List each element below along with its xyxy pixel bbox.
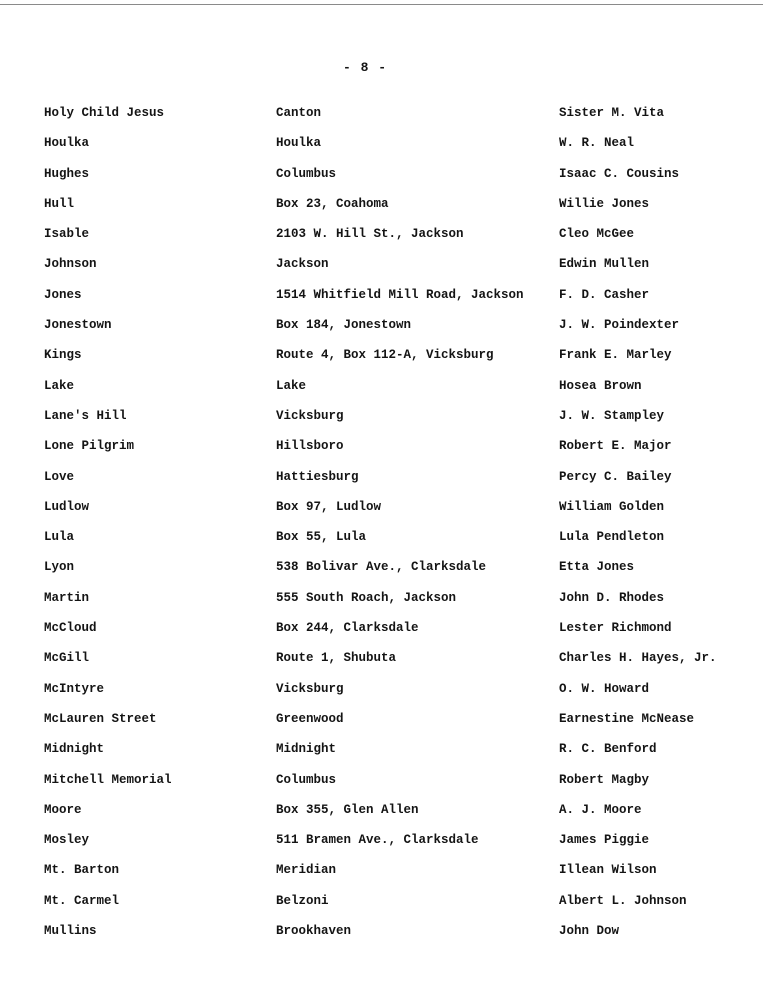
table-row xyxy=(0,407,763,437)
church-name: Hughes xyxy=(44,166,90,181)
table-row xyxy=(0,922,763,952)
church-name: Mosley xyxy=(44,833,90,848)
pastor-name: A. J. Moore xyxy=(559,802,642,817)
pastor-name: Charles H. Hayes, Jr. xyxy=(559,651,717,666)
table-row xyxy=(0,134,763,164)
church-name: Martin xyxy=(44,590,90,605)
pastor-name: Lula Pendleton xyxy=(559,530,665,545)
church-name: Midnight xyxy=(44,742,105,757)
table-row xyxy=(0,771,763,801)
church-address: Route 4, Box 112-A, Vicksburg xyxy=(276,348,494,363)
church-name: Hull xyxy=(44,196,75,211)
church-listing xyxy=(0,104,763,952)
pastor-name: William Golden xyxy=(559,499,665,514)
church-name: Love xyxy=(44,469,75,484)
pastor-name: Earnestine McNease xyxy=(559,711,695,726)
church-name: Johnson xyxy=(44,257,97,272)
pastor-name: Edwin Mullen xyxy=(559,257,650,272)
pastor-name: Frank E. Marley xyxy=(559,348,672,363)
table-row xyxy=(0,589,763,619)
church-address: 555 South Roach, Jackson xyxy=(276,590,457,605)
pastor-name: O. W. Howard xyxy=(559,681,650,696)
pastor-name: Etta Jones xyxy=(559,560,635,575)
table-row xyxy=(0,558,763,588)
church-name: Ludlow xyxy=(44,499,90,514)
church-address: Greenwood xyxy=(276,711,344,726)
pastor-name: John D. Rhodes xyxy=(559,590,665,605)
pastor-name: J. W. Poindexter xyxy=(559,318,680,333)
church-address: Belzoni xyxy=(276,893,329,908)
pastor-name: Robert E. Major xyxy=(559,439,672,454)
table-row xyxy=(0,225,763,255)
church-name: McLauren Street xyxy=(44,711,157,726)
pastor-name: F. D. Casher xyxy=(559,287,650,302)
church-name: Lula xyxy=(44,530,75,545)
table-row xyxy=(0,346,763,376)
table-row xyxy=(0,801,763,831)
church-address: Canton xyxy=(276,106,322,120)
church-address: Box 184, Jonestown xyxy=(276,318,412,333)
table-row xyxy=(0,831,763,861)
table-row xyxy=(0,377,763,407)
church-name: Mullins xyxy=(44,924,97,939)
church-address: Box 55, Lula xyxy=(276,530,367,545)
church-address: Box 23, Coahoma xyxy=(276,196,389,211)
church-address: 538 Bolivar Ave., Clarksdale xyxy=(276,560,487,575)
table-row xyxy=(0,437,763,467)
church-address: Vicksburg xyxy=(276,681,344,696)
table-row xyxy=(0,165,763,195)
pastor-name: Hosea Brown xyxy=(559,378,642,393)
pastor-name: R. C. Benford xyxy=(559,742,657,757)
pastor-name: Percy C. Bailey xyxy=(559,469,672,484)
table-row xyxy=(0,498,763,528)
pastor-name: Willie Jones xyxy=(559,196,650,211)
church-name: Jones xyxy=(44,287,82,302)
church-name: Holy Child Jesus xyxy=(44,106,165,120)
church-address: Columbus xyxy=(276,166,337,181)
church-address: Columbus xyxy=(276,772,337,787)
church-address: Vicksburg xyxy=(276,408,344,423)
church-address: Lake xyxy=(276,378,307,393)
table-row xyxy=(0,740,763,770)
church-name: Lake xyxy=(44,378,75,393)
church-name: Lyon xyxy=(44,560,75,575)
table-row xyxy=(0,195,763,225)
church-address: Houlka xyxy=(276,136,322,151)
table-row xyxy=(0,468,763,498)
church-name: Jonestown xyxy=(44,318,112,333)
pastor-name: Lester Richmond xyxy=(559,621,672,636)
table-row xyxy=(0,286,763,316)
page-number: - 8 - xyxy=(342,60,387,75)
table-row xyxy=(0,104,763,134)
church-name: Mt. Barton xyxy=(44,863,120,878)
church-name: McIntyre xyxy=(44,681,105,696)
pastor-name: Albert L. Johnson xyxy=(559,893,687,908)
church-name: Lane's Hill xyxy=(44,408,127,423)
church-address: Box 97, Ludlow xyxy=(276,499,382,514)
pastor-name: Cleo McGee xyxy=(559,227,635,242)
church-name: Mitchell Memorial xyxy=(44,772,172,787)
church-address: Brookhaven xyxy=(276,924,352,939)
church-address: Hillsboro xyxy=(276,439,344,454)
table-row xyxy=(0,619,763,649)
table-row xyxy=(0,649,763,679)
church-name: Moore xyxy=(44,802,82,817)
pastor-name: John Dow xyxy=(559,924,620,939)
church-name: Lone Pilgrim xyxy=(44,439,135,454)
church-address: 2103 W. Hill St., Jackson xyxy=(276,227,464,242)
table-row xyxy=(0,680,763,710)
table-row xyxy=(0,892,763,922)
church-address: 1514 Whitfield Mill Road, Jackson xyxy=(276,287,524,302)
pastor-name: W. R. Neal xyxy=(559,136,635,151)
church-name: McCloud xyxy=(44,621,97,636)
pastor-name: Illean Wilson xyxy=(559,863,657,878)
pastor-name: Isaac C. Cousins xyxy=(559,166,680,181)
table-row xyxy=(0,861,763,891)
church-address: Hattiesburg xyxy=(276,469,359,484)
table-row xyxy=(0,528,763,558)
top-border-line xyxy=(0,4,763,5)
table-row xyxy=(0,255,763,285)
table-row xyxy=(0,710,763,740)
church-address: Meridian xyxy=(276,863,337,878)
pastor-name: James Piggie xyxy=(559,833,650,848)
church-name: Houlka xyxy=(44,136,90,151)
church-name: Isable xyxy=(44,227,90,242)
table-row xyxy=(0,316,763,346)
church-address: Box 244, Clarksdale xyxy=(276,621,419,636)
church-address: Midnight xyxy=(276,742,337,757)
church-name: Kings xyxy=(44,348,82,363)
pastor-name: Robert Magby xyxy=(559,772,650,787)
church-name: Mt. Carmel xyxy=(44,893,120,908)
church-address: 511 Bramen Ave., Clarksdale xyxy=(276,833,479,848)
pastor-name: Sister M. Vita xyxy=(559,106,665,120)
pastor-name: J. W. Stampley xyxy=(559,408,665,423)
church-name: McGill xyxy=(44,651,90,666)
church-address: Jackson xyxy=(276,257,329,272)
church-address: Box 355, Glen Allen xyxy=(276,802,419,817)
church-address: Route 1, Shubuta xyxy=(276,651,397,666)
